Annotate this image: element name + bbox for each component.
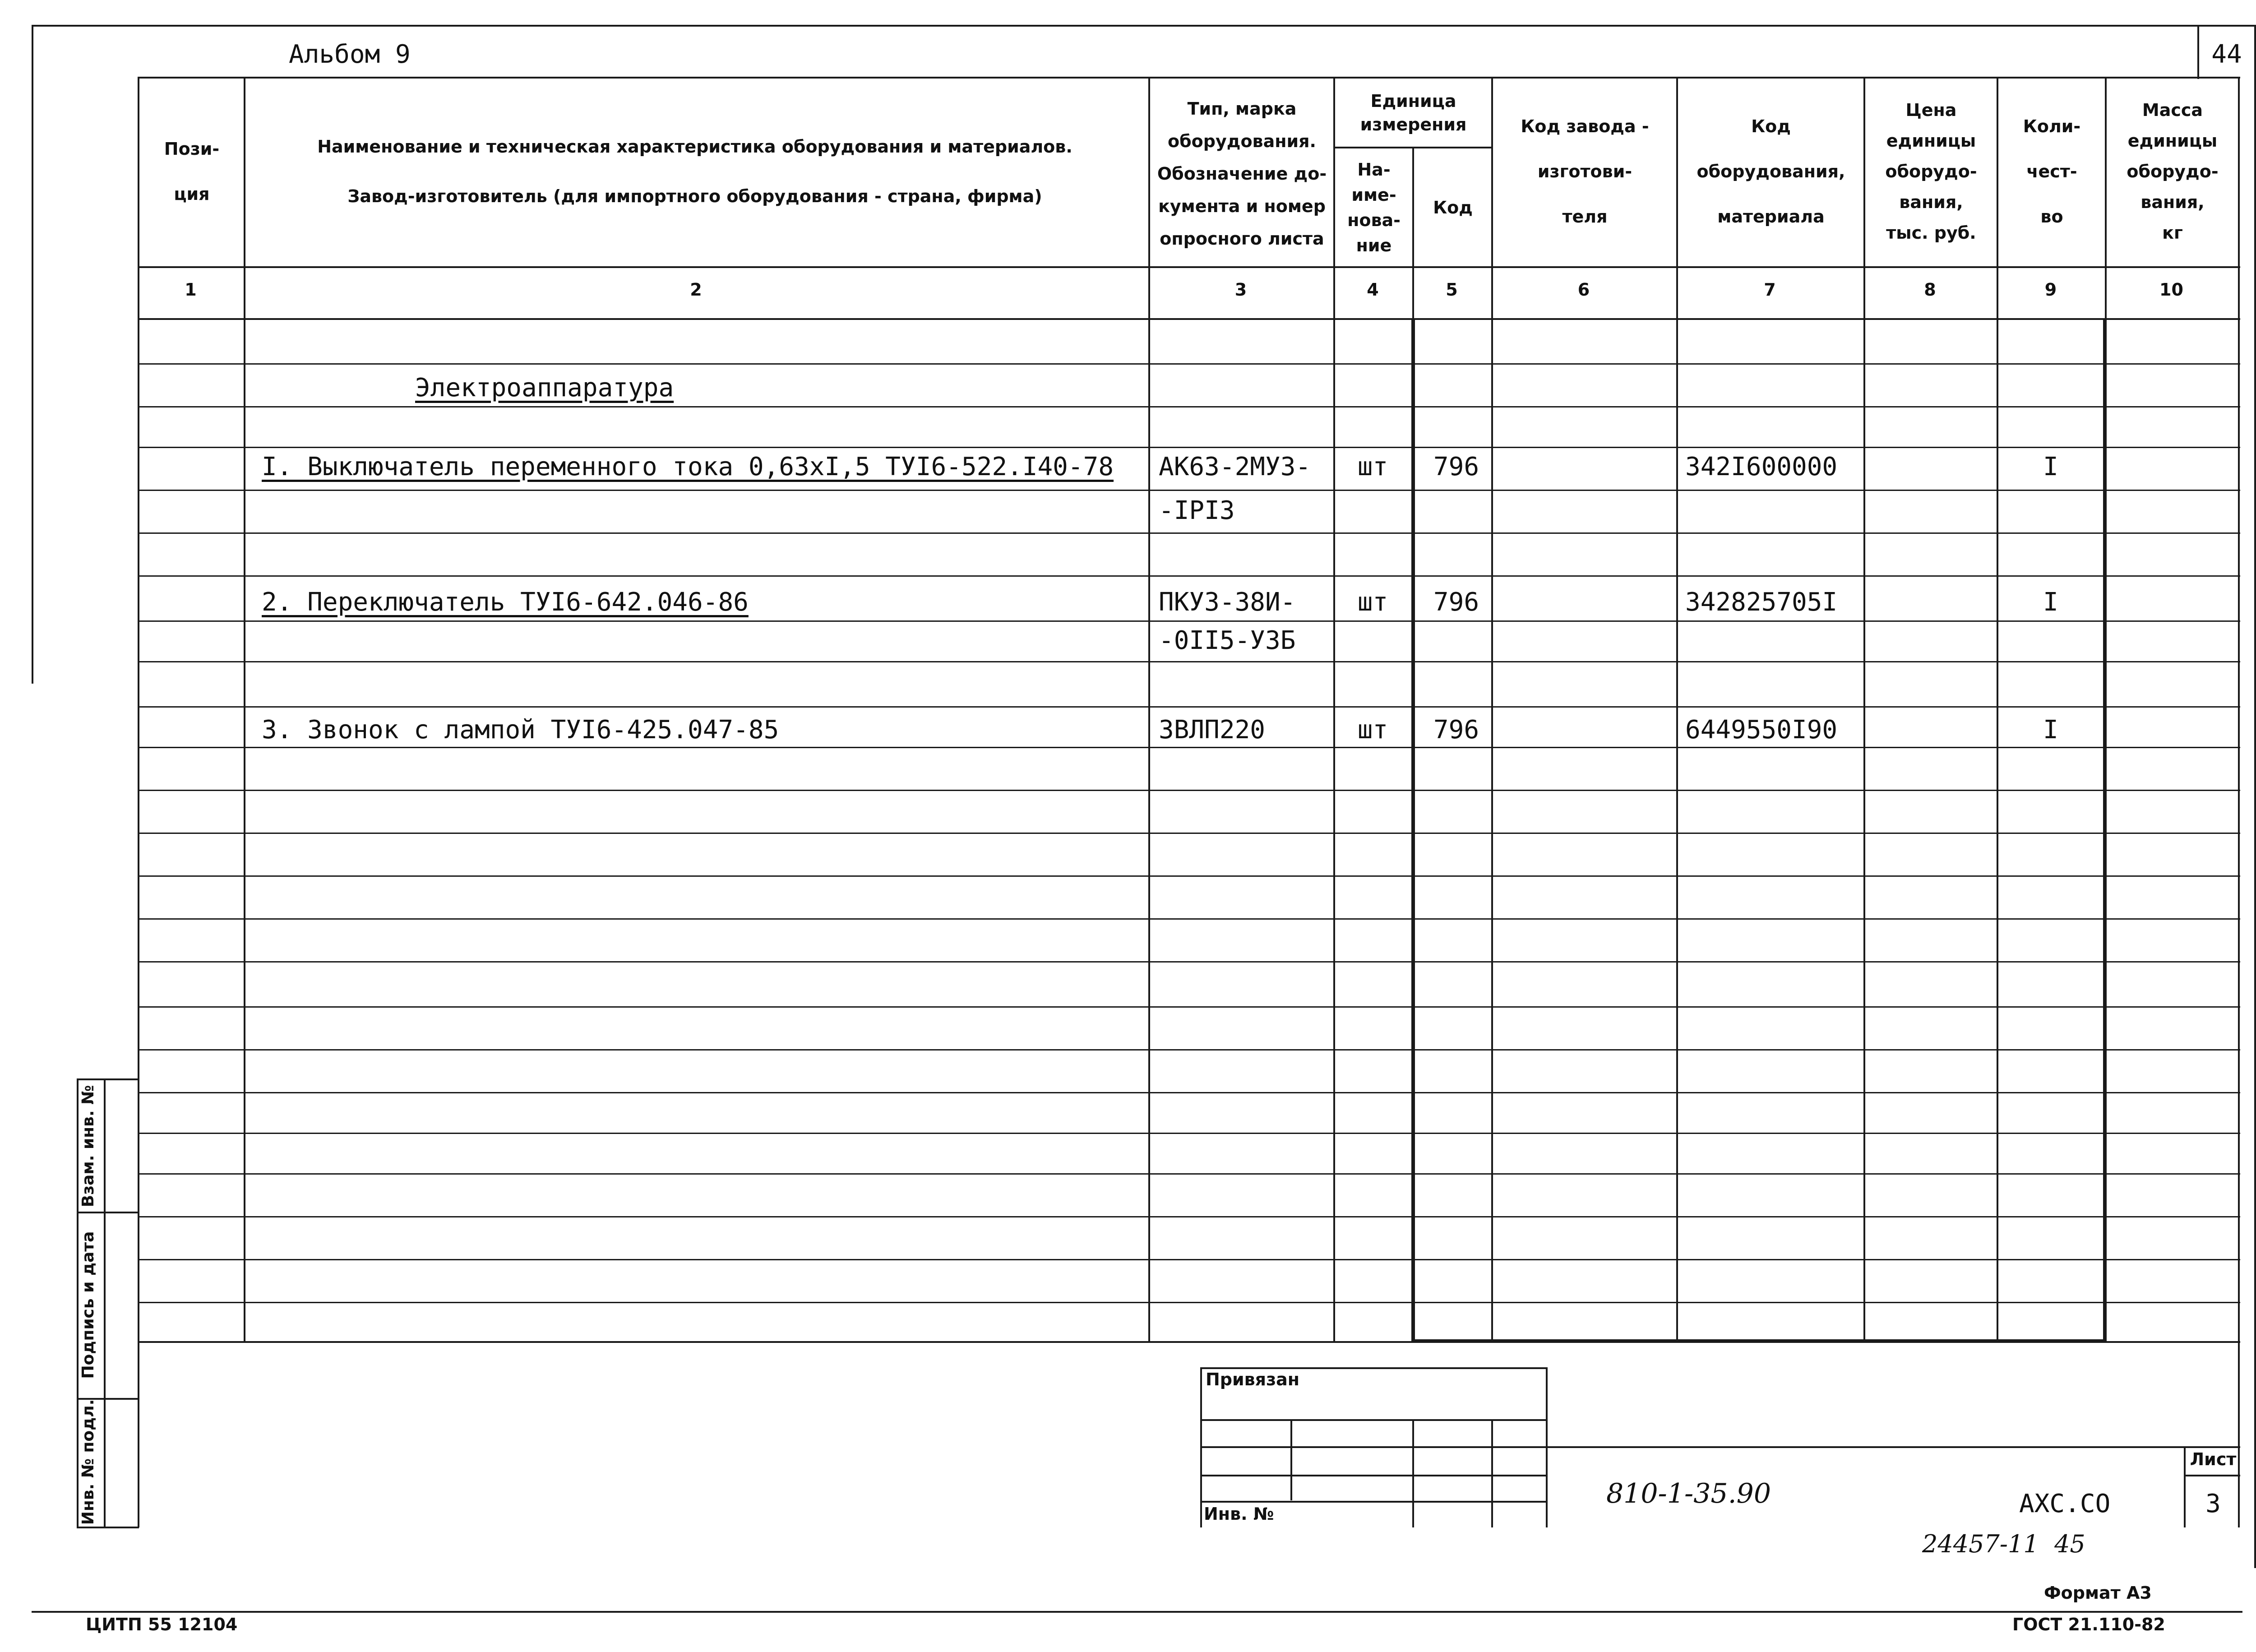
item-3-quantity: I [2043, 715, 2058, 745]
item-1-quantity: I [2043, 452, 2058, 481]
row-line [138, 620, 2240, 622]
tb-handwritten-note: 24457-11 45 [1922, 1530, 2085, 1558]
col-header-1: Пози- ция [164, 139, 220, 204]
item-2-equipment-code: 342825705I [1685, 588, 1838, 617]
tb-sheet-divider [2184, 1475, 2240, 1476]
col-sep-2 [1148, 77, 1150, 1342]
col-num-1: 1 [185, 280, 197, 300]
unit-group-divider [1333, 147, 1491, 148]
item-3-unit: шт [1357, 715, 1388, 745]
tb-project-code: 810-1-35.90 [1606, 1478, 1771, 1509]
tb-row-4 [1200, 1501, 1548, 1503]
row-line [138, 447, 2240, 448]
col-sep-3 [1333, 77, 1335, 1342]
col-num-5: 5 [1446, 280, 1458, 300]
col-sep-7 [1863, 77, 1865, 1342]
item-1-type-1: АК63-2МУ3- [1159, 452, 1311, 481]
row-line [138, 706, 2240, 708]
side-stamp-inv-podl: Инв. № подл. [79, 1399, 97, 1525]
row-line [138, 661, 2240, 662]
tb-doc-code: АХС.СО [2019, 1489, 2111, 1518]
row-line [138, 1216, 2240, 1217]
unit-group-title: Единица измерения [1360, 91, 1467, 134]
footer-format: Формат А3 [2044, 1583, 2152, 1603]
col-num-3: 3 [1234, 280, 1247, 300]
tb-col-1 [1290, 1419, 1292, 1500]
tb-privyazan: Привязан [1206, 1370, 1300, 1389]
item-1-type-2: -IPI3 [1159, 496, 1235, 525]
row-line [138, 790, 2240, 791]
row-line [138, 532, 2240, 534]
row-line [138, 918, 2240, 920]
page-number-box-left [2197, 25, 2199, 79]
tb-sheet-label: Лист [2190, 1449, 2237, 1469]
col-header-9: Коли- чест- во [2023, 116, 2081, 227]
col-header-8: Цена единицы оборудо- вания, тыс. руб. [1885, 100, 1977, 243]
col-header-6: Код завода - изготови- теля [1521, 116, 1649, 227]
col-header-2: Наименование и техническая характеристика оборудования и материалов. Завод-изготовитель (для импортного оборудования - страна, фирма) [317, 137, 1073, 206]
tb-inv-no: Инв. № [1204, 1504, 1274, 1524]
table-right [2238, 77, 2240, 1527]
item-2-quantity: I [2043, 588, 2058, 617]
side-stamp-mid [104, 1078, 106, 1527]
col-header-3: Тип, марка оборудования. Обозначение до- кумента и номер опросного листа [1157, 99, 1327, 249]
col-num-7: 7 [1764, 280, 1776, 300]
colnum-bottom [138, 318, 2240, 320]
item-3-type-1: ЗВЛП220 [1159, 715, 1266, 745]
side-stamp-bottom [77, 1527, 139, 1528]
item-3-name: 3. Звонок с лампой ТУI6-425.047-85 [262, 715, 779, 745]
item-2-type-2: -0II5-У3Б [1159, 626, 1296, 655]
tb-row-3 [1200, 1475, 1548, 1476]
row-line [138, 1259, 2240, 1260]
item-1-unit: шт [1357, 452, 1388, 481]
col-header-4: На- име- нова- ние [1347, 160, 1401, 255]
tb-col-3 [1491, 1419, 1493, 1527]
col-num-10: 10 [2159, 280, 2183, 300]
page-number: 44 [2211, 40, 2242, 69]
frame-left [32, 25, 33, 684]
row-line [138, 406, 2240, 407]
col-sep-6 [1676, 77, 1678, 1342]
side-stamp-podpis-data: Подпись и дата [79, 1231, 97, 1379]
tb-row-2 [1200, 1446, 1548, 1448]
col-num-6: 6 [1577, 280, 1590, 300]
side-stamp-vzam-inv: Взам. инв. № [79, 1085, 97, 1208]
tb-privyazan-top [1200, 1367, 1548, 1369]
item-2-unit-code: 796 [1433, 588, 1479, 617]
col-num-2: 2 [690, 280, 702, 300]
col-sep-8 [1997, 77, 1998, 1342]
row-line [138, 1133, 2240, 1134]
row-line [138, 1302, 2240, 1303]
body-bottom [138, 1341, 2240, 1343]
item-3-unit-code: 796 [1433, 715, 1479, 745]
row-line [138, 1049, 2240, 1050]
footer-left: ЦИТП 55 12104 [86, 1615, 238, 1634]
row-line [138, 833, 2240, 834]
col-header-10: Масса единицы оборудо- вания, кг [2127, 100, 2219, 243]
col-header-5: Код [1433, 198, 1473, 217]
frame-right [2254, 25, 2256, 1568]
row-line [138, 363, 2240, 365]
item-3-equipment-code: 6449550I90 [1685, 715, 1838, 745]
section-title: Электроаппаратура [415, 373, 674, 403]
row-line [138, 1092, 2240, 1093]
col-num-4: 4 [1367, 280, 1379, 300]
row-line [138, 961, 2240, 963]
tb-row-1 [1200, 1419, 1548, 1421]
row-line [138, 575, 2240, 577]
item-2-unit: шт [1357, 588, 1388, 617]
tb-col-2 [1412, 1419, 1414, 1527]
col-sep-1 [244, 77, 245, 1342]
row-line [138, 1173, 2240, 1175]
col-header-7: Код оборудования, материала [1697, 116, 1845, 227]
album-label: Альбом 9 [289, 40, 411, 69]
col-num-9: 9 [2044, 280, 2057, 300]
item-1-equipment-code: 342I600000 [1685, 452, 1838, 481]
item-1-name: I. Выключатель переменного тока 0,63xI,5 ТУI6-522.I40-78 [262, 452, 1114, 481]
tb-sheet-left [2184, 1446, 2186, 1527]
side-stamp-left [77, 1078, 79, 1527]
frame-top [32, 25, 2256, 27]
row-line [138, 1006, 2240, 1008]
row-line [138, 875, 2240, 877]
col-sep-5 [1491, 77, 1493, 1342]
row-line [138, 747, 2240, 748]
item-1-unit-code: 796 [1433, 452, 1479, 481]
header-bottom [138, 266, 2240, 268]
tb-sheet-number: 3 [2205, 1489, 2221, 1518]
item-2-name: 2. Переключатель ТУI6-642.046-86 [262, 588, 749, 617]
col-num-8: 8 [1924, 280, 1936, 300]
tb-main-top [1548, 1446, 2240, 1448]
footer-gost: ГОСТ 21.110-82 [2012, 1615, 2165, 1634]
item-2-type-1: ПКУ3-38И- [1159, 588, 1296, 617]
frame-bottom-line [32, 1611, 2242, 1613]
row-line [138, 490, 2240, 491]
